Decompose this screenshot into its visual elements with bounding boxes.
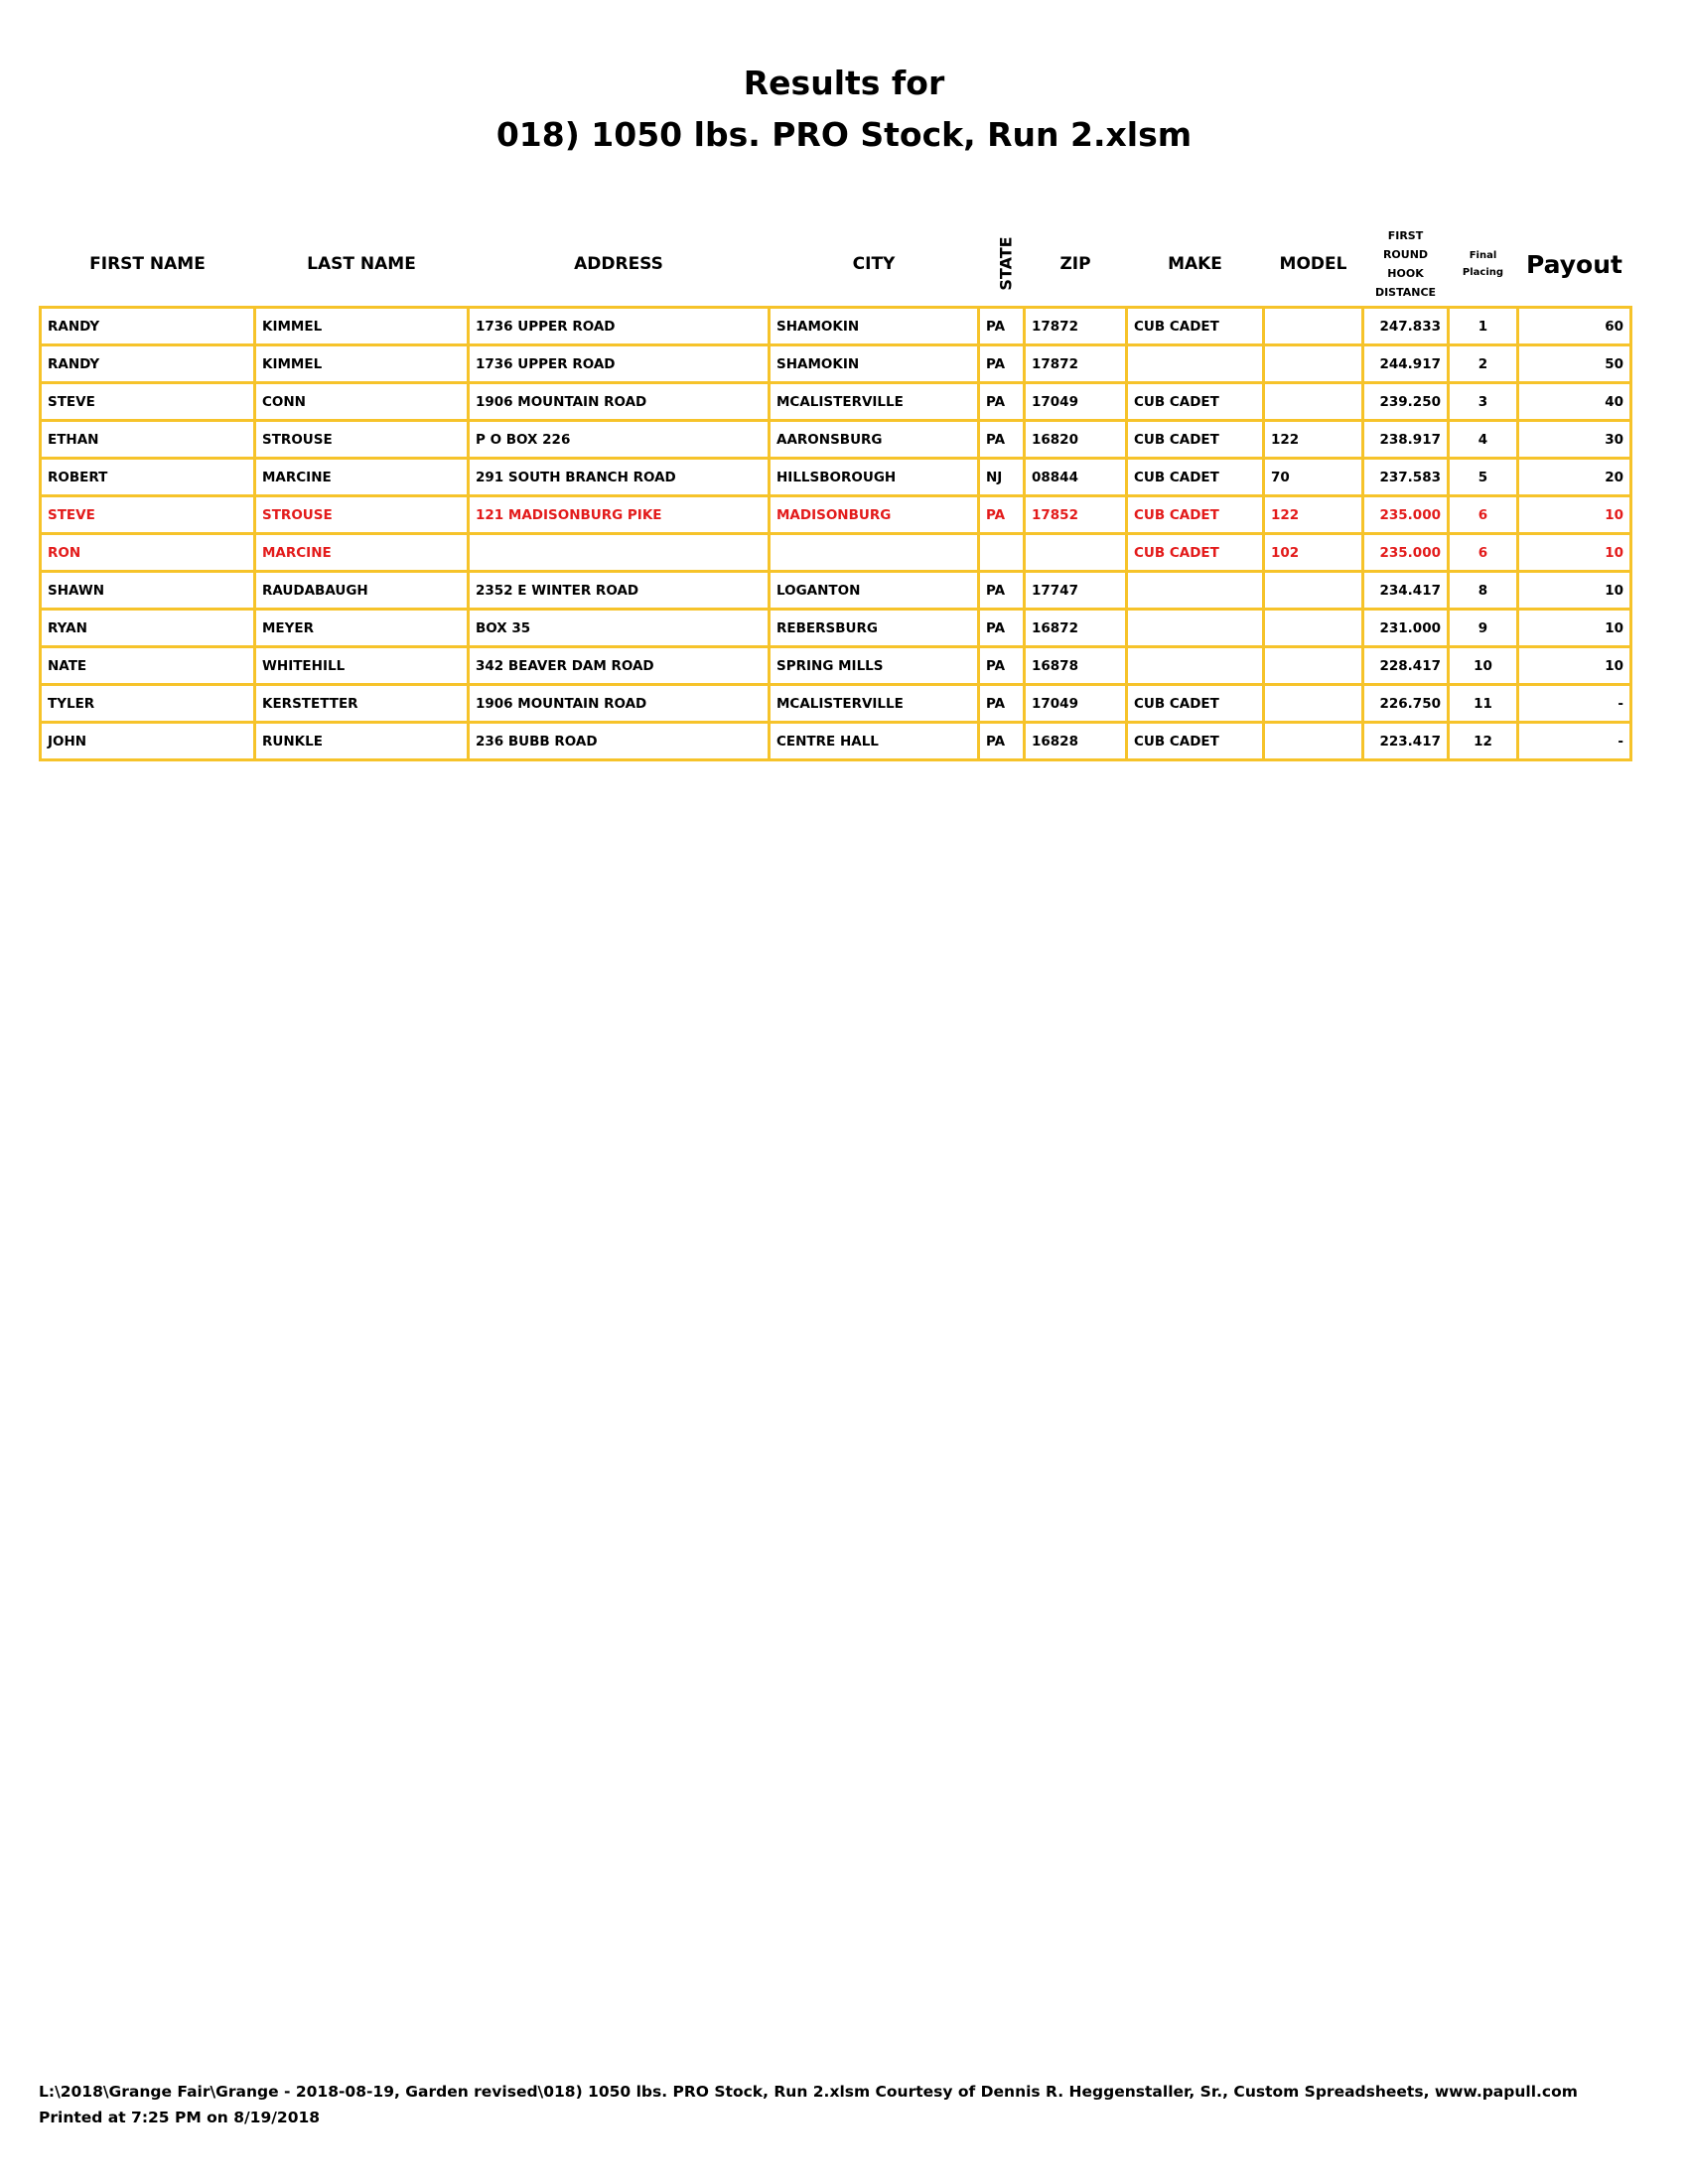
cell-payout: 60 xyxy=(1518,308,1631,345)
cell-model xyxy=(1264,647,1363,685)
cell-state: PA xyxy=(979,308,1025,345)
cell-zip xyxy=(1025,534,1127,572)
cell-address: 1736 UPPER ROAD xyxy=(469,345,770,383)
cell-city: REBERSBURG xyxy=(770,610,979,647)
cell-first-name: RANDY xyxy=(41,345,255,383)
table-row xyxy=(41,383,1631,421)
cell-model: 122 xyxy=(1264,421,1363,459)
cell-payout: - xyxy=(1518,685,1631,723)
cell-first-name: TYLER xyxy=(41,685,255,723)
cell-first-name: SHAWN xyxy=(41,572,255,610)
cell-distance: 223.417 xyxy=(1363,723,1449,760)
cell-city xyxy=(770,534,979,572)
header-distance xyxy=(1363,222,1449,308)
cell-placing: 6 xyxy=(1449,534,1518,572)
cell-first-name: ETHAN xyxy=(41,421,255,459)
cell-zip: 17049 xyxy=(1025,685,1127,723)
cell-state: PA xyxy=(979,572,1025,610)
cell-address: 1906 MOUNTAIN ROAD xyxy=(469,685,770,723)
cell-last-name: RUNKLE xyxy=(255,723,469,760)
cell-state: PA xyxy=(979,647,1025,685)
table-row xyxy=(41,345,1631,383)
cell-state: PA xyxy=(979,610,1025,647)
cell-placing: 8 xyxy=(1449,572,1518,610)
header-make: MAKE xyxy=(1168,254,1222,274)
cell-payout: 50 xyxy=(1518,345,1631,383)
header-distance-line3: HOOK xyxy=(1387,267,1424,280)
cell-first-name: RON xyxy=(41,534,255,572)
cell-payout: 10 xyxy=(1518,610,1631,647)
cell-make: CUB CADET xyxy=(1127,459,1264,496)
page-title: Results for xyxy=(743,64,945,102)
cell-payout: 10 xyxy=(1518,496,1631,534)
cell-make xyxy=(1127,610,1264,647)
table-row xyxy=(41,723,1631,760)
results-table xyxy=(39,222,1632,761)
cell-city: HILLSBOROUGH xyxy=(770,459,979,496)
cell-payout: 10 xyxy=(1518,572,1631,610)
cell-model xyxy=(1264,308,1363,345)
cell-placing: 12 xyxy=(1449,723,1518,760)
cell-make: CUB CADET xyxy=(1127,308,1264,345)
cell-distance: 244.917 xyxy=(1363,345,1449,383)
cell-zip: 16828 xyxy=(1025,723,1127,760)
cell-model xyxy=(1264,610,1363,647)
cell-state: PA xyxy=(979,383,1025,421)
cell-distance: 238.917 xyxy=(1363,421,1449,459)
table-row xyxy=(41,685,1631,723)
cell-zip: 16820 xyxy=(1025,421,1127,459)
cell-placing: 2 xyxy=(1449,345,1518,383)
cell-city: MADISONBURG xyxy=(770,496,979,534)
cell-state: PA xyxy=(979,723,1025,760)
cell-make xyxy=(1127,572,1264,610)
cell-address: 236 BUBB ROAD xyxy=(469,723,770,760)
cell-state: PA xyxy=(979,345,1025,383)
cell-last-name: WHITEHILL xyxy=(255,647,469,685)
table-row xyxy=(41,459,1631,496)
results-body xyxy=(41,308,1631,760)
cell-placing: 6 xyxy=(1449,496,1518,534)
cell-distance: 247.833 xyxy=(1363,308,1449,345)
cell-last-name: KERSTETTER xyxy=(255,685,469,723)
cell-state xyxy=(979,534,1025,572)
cell-address xyxy=(469,534,770,572)
page-subtitle: 018) 1050 lbs. PRO Stock, Run 2.xlsm xyxy=(495,115,1193,154)
cell-zip: 17747 xyxy=(1025,572,1127,610)
cell-distance: 231.000 xyxy=(1363,610,1449,647)
cell-last-name: MEYER xyxy=(255,610,469,647)
cell-address: 2352 E WINTER ROAD xyxy=(469,572,770,610)
header-state xyxy=(979,222,1025,308)
cell-first-name: NATE xyxy=(41,647,255,685)
cell-make xyxy=(1127,647,1264,685)
cell-state: PA xyxy=(979,421,1025,459)
cell-address: 1736 UPPER ROAD xyxy=(469,308,770,345)
cell-city: MCALISTERVILLE xyxy=(770,685,979,723)
cell-placing: 9 xyxy=(1449,610,1518,647)
cell-state: PA xyxy=(979,496,1025,534)
cell-last-name: STROUSE xyxy=(255,496,469,534)
header-city: CITY xyxy=(852,254,896,274)
cell-placing: 10 xyxy=(1449,647,1518,685)
cell-address: P O BOX 226 xyxy=(469,421,770,459)
cell-model xyxy=(1264,572,1363,610)
cell-make: CUB CADET xyxy=(1127,383,1264,421)
cell-zip: 17049 xyxy=(1025,383,1127,421)
header-zip: ZIP xyxy=(1059,254,1091,274)
cell-first-name: RYAN xyxy=(41,610,255,647)
cell-last-name: STROUSE xyxy=(255,421,469,459)
cell-model: 70 xyxy=(1264,459,1363,496)
table-row xyxy=(41,572,1631,610)
cell-zip: 16872 xyxy=(1025,610,1127,647)
cell-placing: 4 xyxy=(1449,421,1518,459)
cell-distance: 235.000 xyxy=(1363,496,1449,534)
table-row xyxy=(41,610,1631,647)
header-placing-line1: Final xyxy=(1469,250,1497,261)
table-row xyxy=(41,496,1631,534)
cell-payout: 10 xyxy=(1518,534,1631,572)
cell-zip: 17872 xyxy=(1025,345,1127,383)
cell-make: CUB CADET xyxy=(1127,685,1264,723)
cell-payout: 40 xyxy=(1518,383,1631,421)
cell-zip: 17852 xyxy=(1025,496,1127,534)
cell-distance: 235.000 xyxy=(1363,534,1449,572)
table-row xyxy=(41,647,1631,685)
header-model: MODEL xyxy=(1279,254,1347,274)
cell-city: MCALISTERVILLE xyxy=(770,383,979,421)
cell-first-name: STEVE xyxy=(41,383,255,421)
cell-placing: 1 xyxy=(1449,308,1518,345)
table-row xyxy=(41,421,1631,459)
cell-model xyxy=(1264,345,1363,383)
cell-model: 102 xyxy=(1264,534,1363,572)
cell-first-name: JOHN xyxy=(41,723,255,760)
cell-make: CUB CADET xyxy=(1127,723,1264,760)
cell-payout: 10 xyxy=(1518,647,1631,685)
cell-placing: 5 xyxy=(1449,459,1518,496)
cell-last-name: RAUDABAUGH xyxy=(255,572,469,610)
header-last-name: LAST NAME xyxy=(307,254,416,274)
cell-state: NJ xyxy=(979,459,1025,496)
cell-address: 291 SOUTH BRANCH ROAD xyxy=(469,459,770,496)
cell-model xyxy=(1264,723,1363,760)
cell-address: BOX 35 xyxy=(469,610,770,647)
header-address: ADDRESS xyxy=(574,254,663,274)
cell-zip: 17872 xyxy=(1025,308,1127,345)
cell-last-name: KIMMEL xyxy=(255,345,469,383)
cell-model: 122 xyxy=(1264,496,1363,534)
header-first-name: FIRST NAME xyxy=(89,254,206,274)
header-distance-line1: FIRST xyxy=(1387,229,1424,242)
cell-zip: 16878 xyxy=(1025,647,1127,685)
cell-make: CUB CADET xyxy=(1127,496,1264,534)
cell-payout: - xyxy=(1518,723,1631,760)
cell-distance: 226.750 xyxy=(1363,685,1449,723)
cell-distance: 228.417 xyxy=(1363,647,1449,685)
cell-placing: 3 xyxy=(1449,383,1518,421)
cell-payout: 20 xyxy=(1518,459,1631,496)
cell-state: PA xyxy=(979,685,1025,723)
cell-first-name: STEVE xyxy=(41,496,255,534)
cell-model xyxy=(1264,685,1363,723)
cell-city: AARONSBURG xyxy=(770,421,979,459)
cell-last-name: KIMMEL xyxy=(255,308,469,345)
cell-distance: 239.250 xyxy=(1363,383,1449,421)
cell-last-name: MARCINE xyxy=(255,459,469,496)
cell-model xyxy=(1264,383,1363,421)
header-distance-line2: ROUND xyxy=(1382,248,1429,261)
cell-city: SPRING MILLS xyxy=(770,647,979,685)
header-state-label: STATE xyxy=(996,236,1016,291)
cell-zip: 08844 xyxy=(1025,459,1127,496)
cell-city: LOGANTON xyxy=(770,572,979,610)
cell-make xyxy=(1127,345,1264,383)
cell-payout: 30 xyxy=(1518,421,1631,459)
footer-printed-at: Printed at 7:25 PM on 8/19/2018 xyxy=(39,2109,321,2126)
cell-city: SHAMOKIN xyxy=(770,308,979,345)
cell-distance: 237.583 xyxy=(1363,459,1449,496)
table-row xyxy=(41,308,1631,345)
cell-last-name: MARCINE xyxy=(255,534,469,572)
cell-city: SHAMOKIN xyxy=(770,345,979,383)
cell-address: 342 BEAVER DAM ROAD xyxy=(469,647,770,685)
cell-first-name: RANDY xyxy=(41,308,255,345)
header-distance-line4: DISTANCE xyxy=(1374,286,1437,299)
cell-address: 1906 MOUNTAIN ROAD xyxy=(469,383,770,421)
cell-make: CUB CADET xyxy=(1127,534,1264,572)
header-row xyxy=(41,222,1631,308)
header-placing-line2: Placing xyxy=(1462,267,1504,278)
header-payout: Payout xyxy=(1526,249,1622,279)
header-placing xyxy=(1449,222,1518,308)
cell-city: CENTRE HALL xyxy=(770,723,979,760)
footer-file-path: L:\2018\Grange Fair\Grange - 2018-08-19, Garden revised\018) 1050 lbs. PRO Stock, Run 2.xlsm Courtesy of Dennis R. Heggenstaller, Sr., Custom Spreadsheets, www.papull.com xyxy=(39,2083,1578,2101)
table-row xyxy=(41,534,1631,572)
cell-last-name: CONN xyxy=(255,383,469,421)
cell-placing: 11 xyxy=(1449,685,1518,723)
cell-distance: 234.417 xyxy=(1363,572,1449,610)
cell-make: CUB CADET xyxy=(1127,421,1264,459)
cell-address: 121 MADISONBURG PIKE xyxy=(469,496,770,534)
cell-first-name: ROBERT xyxy=(41,459,255,496)
